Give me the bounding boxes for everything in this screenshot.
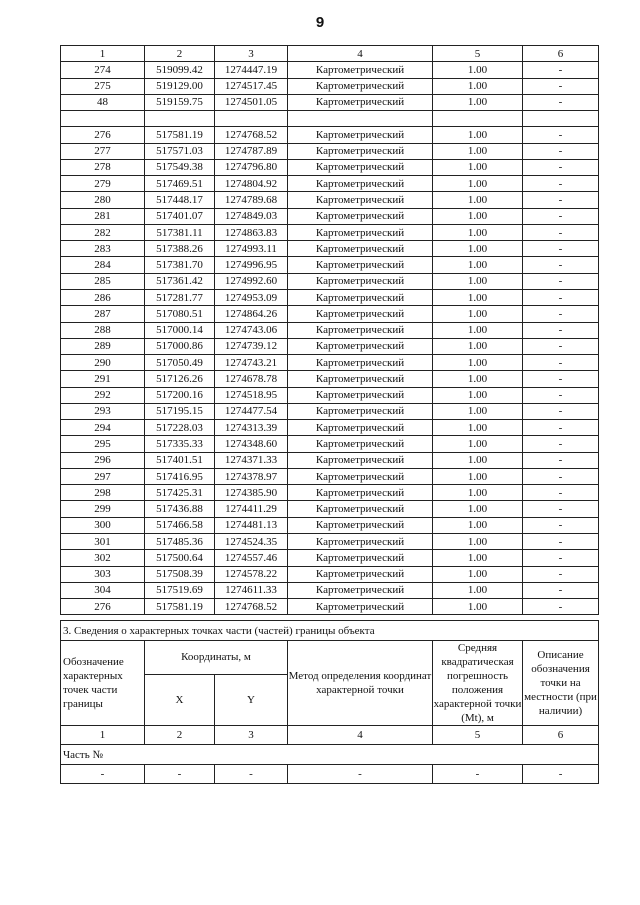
table-cell: Картометрический [288, 273, 433, 289]
table-cell [145, 111, 215, 127]
table-cell: 1.00 [433, 387, 523, 403]
table-cell [61, 111, 145, 127]
table-cell [215, 111, 288, 127]
table-row [61, 224, 599, 240]
table-cell: 1274739.12 [215, 338, 288, 354]
table-cell: Картометрический [288, 599, 433, 615]
table-cell: Картометрический [288, 485, 433, 501]
table-cell: 1274611.33 [215, 582, 288, 598]
table-cell: 304 [61, 582, 145, 598]
table-cell: 1274678.78 [215, 371, 288, 387]
table-row [61, 94, 599, 110]
table-cell: 1.00 [433, 485, 523, 501]
table-cell: 1.00 [433, 127, 523, 143]
table-cell: 517571.03 [145, 143, 215, 159]
table-cell: - [215, 765, 288, 784]
table-cell: 1274477.54 [215, 403, 288, 419]
table-cell: Картометрический [288, 322, 433, 338]
table-cell: 276 [61, 599, 145, 615]
table-cell: - [523, 468, 599, 484]
header-description: Описание обозначения точки на местности (при наличии) [523, 641, 599, 726]
table-cell: 517416.95 [145, 468, 215, 484]
table-cell: Картометрический [288, 257, 433, 273]
table-row [61, 436, 599, 452]
table-row [61, 403, 599, 419]
table-cell: - [523, 765, 599, 784]
table-cell: - [523, 78, 599, 94]
col-number: 2 [145, 726, 215, 745]
table-cell: 1.00 [433, 371, 523, 387]
col-number: 1 [61, 726, 145, 745]
table-row [61, 322, 599, 338]
table-cell: Картометрический [288, 338, 433, 354]
table-cell: 517448.17 [145, 192, 215, 208]
table-cell: Картометрический [288, 436, 433, 452]
table-cell: Картометрический [288, 143, 433, 159]
column-header: 4 [288, 46, 433, 62]
table-cell: 517485.36 [145, 533, 215, 549]
table-cell: 1274789.68 [215, 192, 288, 208]
table-cell: - [288, 765, 433, 784]
table-cell: 1274517.45 [215, 78, 288, 94]
header-y: Y [215, 674, 288, 725]
table-cell: 296 [61, 452, 145, 468]
table-row [61, 468, 599, 484]
table-cell: 277 [61, 143, 145, 159]
table-cell: 1.00 [433, 517, 523, 533]
page-number: 9 [315, 14, 325, 31]
table-row [61, 517, 599, 533]
table-cell: - [523, 485, 599, 501]
table-row [61, 306, 599, 322]
table-cell: - [523, 289, 599, 305]
table-cell: 519129.00 [145, 78, 215, 94]
table-cell: 1.00 [433, 208, 523, 224]
table-cell: 517508.39 [145, 566, 215, 582]
table-cell: - [523, 208, 599, 224]
table-cell: - [523, 550, 599, 566]
table-cell [433, 111, 523, 127]
table-row [61, 338, 599, 354]
table-row [61, 582, 599, 598]
table-row [61, 78, 599, 94]
table-header-row [61, 46, 599, 62]
table-cell: 284 [61, 257, 145, 273]
table-cell: Картометрический [288, 420, 433, 436]
table-cell: 1274501.05 [215, 94, 288, 110]
table-cell: 302 [61, 550, 145, 566]
table-row [61, 289, 599, 305]
table-cell: 1274743.21 [215, 355, 288, 371]
table-cell: Картометрический [288, 582, 433, 598]
table-cell: Картометрический [288, 550, 433, 566]
table-cell: 1274992.60 [215, 273, 288, 289]
table-cell: 517469.51 [145, 176, 215, 192]
table-cell: - [523, 257, 599, 273]
coordinates-table [60, 45, 599, 615]
table-cell: 517466.58 [145, 517, 215, 533]
table-cell: - [523, 176, 599, 192]
table-cell: 1274796.80 [215, 159, 288, 175]
table-cell: Картометрический [288, 62, 433, 78]
table-cell: Картометрический [288, 176, 433, 192]
table-cell: 517401.51 [145, 452, 215, 468]
table-cell: - [523, 62, 599, 78]
table-cell: Картометрический [288, 192, 433, 208]
table-row [61, 452, 599, 468]
table-row [61, 550, 599, 566]
section-title: 3. Сведения о характерных точках части (частей) границы объекта [61, 621, 599, 641]
table-cell: 283 [61, 241, 145, 257]
col-number: 5 [433, 726, 523, 745]
table-cell: 297 [61, 468, 145, 484]
table-cell: 517200.16 [145, 387, 215, 403]
table-row [61, 371, 599, 387]
table-row [61, 241, 599, 257]
table-row [61, 355, 599, 371]
table-cell: Картометрический [288, 501, 433, 517]
table-cell: Картометрический [288, 159, 433, 175]
table-cell: 281 [61, 208, 145, 224]
table-cell: 1.00 [433, 550, 523, 566]
table-cell: - [523, 338, 599, 354]
table-cell: Картометрический [288, 371, 433, 387]
table-cell: - [523, 420, 599, 436]
table-cell: Картометрический [288, 468, 433, 484]
table-cell: 1.00 [433, 241, 523, 257]
table-cell: Картометрический [288, 566, 433, 582]
table-cell: 517361.42 [145, 273, 215, 289]
table-cell: - [523, 127, 599, 143]
table-cell: 1.00 [433, 224, 523, 240]
col-number: 4 [288, 726, 433, 745]
table-cell: 517581.19 [145, 599, 215, 615]
column-header: 6 [523, 46, 599, 62]
table-cell: Картометрический [288, 517, 433, 533]
table-cell: - [61, 765, 145, 784]
table-cell: 1274378.97 [215, 468, 288, 484]
table-cell: 517126.26 [145, 371, 215, 387]
table-cell: 517335.33 [145, 436, 215, 452]
table-cell: Картометрический [288, 289, 433, 305]
table-cell: 276 [61, 127, 145, 143]
table-cell [523, 111, 599, 127]
table-cell: 517381.11 [145, 224, 215, 240]
table-cell: 1274953.09 [215, 289, 288, 305]
header-x: X [145, 674, 215, 725]
table-row [61, 257, 599, 273]
table-row [61, 599, 599, 615]
table-cell: - [523, 371, 599, 387]
table-cell: - [523, 224, 599, 240]
table-row [61, 159, 599, 175]
table-row [61, 62, 599, 78]
part-points-table [60, 620, 599, 784]
table-cell: 1274768.52 [215, 599, 288, 615]
column-header: 2 [145, 46, 215, 62]
table-cell: Картометрический [288, 94, 433, 110]
table-cell: 1.00 [433, 420, 523, 436]
table-row [61, 533, 599, 549]
table-cell: 1274578.22 [215, 566, 288, 582]
empty-row [61, 765, 599, 784]
table-cell: Картометрический [288, 355, 433, 371]
table-cell: 1.00 [433, 62, 523, 78]
table-cell: - [523, 566, 599, 582]
table-cell: 1274996.95 [215, 257, 288, 273]
table-row [61, 485, 599, 501]
table-cell: - [523, 355, 599, 371]
table-cell: - [523, 241, 599, 257]
table-cell: 1274787.89 [215, 143, 288, 159]
table-cell: - [523, 273, 599, 289]
table-cell: - [523, 306, 599, 322]
table-row [61, 208, 599, 224]
table-cell: 519159.75 [145, 94, 215, 110]
header-designation: Обозначение характерных точек части границы [61, 641, 145, 726]
col-number: 6 [523, 726, 599, 745]
table-cell: - [523, 159, 599, 175]
table-cell: 1274993.11 [215, 241, 288, 257]
table-cell: 1.00 [433, 273, 523, 289]
table-cell: 285 [61, 273, 145, 289]
table-cell: 517519.69 [145, 582, 215, 598]
table-cell: 519099.42 [145, 62, 215, 78]
table-cell: 1.00 [433, 533, 523, 549]
header-method: Метод определения координат характерной точки [288, 641, 433, 726]
table-cell: 1.00 [433, 468, 523, 484]
table-cell: - [523, 533, 599, 549]
table-cell: 292 [61, 387, 145, 403]
table-cell: - [523, 501, 599, 517]
table-cell: 1274411.29 [215, 501, 288, 517]
table-cell: 1.00 [433, 257, 523, 273]
table-cell: 1274863.83 [215, 224, 288, 240]
table-cell: 1.00 [433, 566, 523, 582]
table-cell: 517000.14 [145, 322, 215, 338]
table-cell: 286 [61, 289, 145, 305]
table-cell: 280 [61, 192, 145, 208]
table-row [61, 387, 599, 403]
table-cell: 1.00 [433, 582, 523, 598]
table-cell: 1.00 [433, 436, 523, 452]
table-cell: 303 [61, 566, 145, 582]
table-row [61, 273, 599, 289]
table-cell: 1274557.46 [215, 550, 288, 566]
col-number: 3 [215, 726, 288, 745]
table-row [61, 420, 599, 436]
table-cell [288, 111, 433, 127]
table-cell: Картометрический [288, 127, 433, 143]
table-cell: 1.00 [433, 176, 523, 192]
table-cell: 1274481.13 [215, 517, 288, 533]
table-cell: 517000.86 [145, 338, 215, 354]
column-header: 1 [61, 46, 145, 62]
table-cell: 1.00 [433, 94, 523, 110]
table-cell: 517050.49 [145, 355, 215, 371]
table-row [61, 143, 599, 159]
table-cell: 293 [61, 403, 145, 419]
table-cell: 1274385.90 [215, 485, 288, 501]
table-cell: - [523, 599, 599, 615]
table-row [61, 176, 599, 192]
part-label: Часть № [61, 745, 599, 765]
table-cell: 291 [61, 371, 145, 387]
table-cell: Картометрический [288, 78, 433, 94]
table-cell: 1274524.35 [215, 533, 288, 549]
table-cell: Картометрический [288, 403, 433, 419]
table-cell: 1.00 [433, 501, 523, 517]
table-cell: 1274447.19 [215, 62, 288, 78]
table-row [61, 501, 599, 517]
table-cell: Картометрический [288, 452, 433, 468]
table-cell: 1274864.26 [215, 306, 288, 322]
table-cell: 517581.19 [145, 127, 215, 143]
header-coordinates: Координаты, м [145, 641, 288, 675]
table-cell: - [523, 192, 599, 208]
table-cell: 300 [61, 517, 145, 533]
table-cell: - [523, 143, 599, 159]
table-cell: 1.00 [433, 338, 523, 354]
table-cell: 1274768.52 [215, 127, 288, 143]
table-cell: 517281.77 [145, 289, 215, 305]
table-cell: 517381.70 [145, 257, 215, 273]
table-cell: 1.00 [433, 306, 523, 322]
table-cell: - [523, 387, 599, 403]
table-cell: - [523, 517, 599, 533]
table-cell: Картометрический [288, 533, 433, 549]
column-header: 5 [433, 46, 523, 62]
table-cell: 290 [61, 355, 145, 371]
table-cell: 301 [61, 533, 145, 549]
table-cell: 1.00 [433, 289, 523, 305]
table-cell: - [145, 765, 215, 784]
table-cell: 1274743.06 [215, 322, 288, 338]
table-cell: 294 [61, 420, 145, 436]
table-cell: 1.00 [433, 159, 523, 175]
table-cell: 517425.31 [145, 485, 215, 501]
table-cell: 1.00 [433, 355, 523, 371]
table-cell: 1.00 [433, 403, 523, 419]
table-cell: Картометрический [288, 387, 433, 403]
table-cell: 1274371.33 [215, 452, 288, 468]
table-row [61, 127, 599, 143]
table-cell: 1274804.92 [215, 176, 288, 192]
table-cell: 517549.38 [145, 159, 215, 175]
table-cell: 1.00 [433, 143, 523, 159]
table-cell: - [433, 765, 523, 784]
column-header: 3 [215, 46, 288, 62]
table-cell: 279 [61, 176, 145, 192]
table-row [61, 111, 599, 127]
table-cell: 1274348.60 [215, 436, 288, 452]
table-cell: Картометрический [288, 241, 433, 257]
table-cell: 517195.15 [145, 403, 215, 419]
table-cell: 1.00 [433, 599, 523, 615]
table-cell: 282 [61, 224, 145, 240]
table-cell: 298 [61, 485, 145, 501]
table-cell: 1.00 [433, 78, 523, 94]
table-cell: 288 [61, 322, 145, 338]
table-cell: 1274849.03 [215, 208, 288, 224]
table-cell: 275 [61, 78, 145, 94]
table-cell: 1.00 [433, 452, 523, 468]
table-cell: 517436.88 [145, 501, 215, 517]
table-cell: Картометрический [288, 224, 433, 240]
table-cell: 299 [61, 501, 145, 517]
table-cell: 1.00 [433, 322, 523, 338]
table-cell: 517500.64 [145, 550, 215, 566]
table-cell: 517080.51 [145, 306, 215, 322]
table-cell: Картометрический [288, 208, 433, 224]
table-cell: - [523, 322, 599, 338]
table-cell: 278 [61, 159, 145, 175]
table-cell: 274 [61, 62, 145, 78]
table-cell: - [523, 582, 599, 598]
table-row [61, 566, 599, 582]
table-cell: 295 [61, 436, 145, 452]
header-error: Средняя квадратическая погрешность положения характерной точки (Mt), м [433, 642, 522, 724]
table-cell: 1274313.39 [215, 420, 288, 436]
table-cell: 517388.26 [145, 241, 215, 257]
table-row [61, 192, 599, 208]
table-cell: 287 [61, 306, 145, 322]
table-cell: 1274518.95 [215, 387, 288, 403]
column-number-row [61, 726, 599, 745]
table-cell: - [523, 452, 599, 468]
table-cell: 517228.03 [145, 420, 215, 436]
table-cell: - [523, 403, 599, 419]
table-cell: 48 [61, 94, 145, 110]
table-cell: - [523, 436, 599, 452]
table-cell: 517401.07 [145, 208, 215, 224]
table-cell: Картометрический [288, 306, 433, 322]
table-cell: 1.00 [433, 192, 523, 208]
table-cell: - [523, 94, 599, 110]
table-cell: 289 [61, 338, 145, 354]
